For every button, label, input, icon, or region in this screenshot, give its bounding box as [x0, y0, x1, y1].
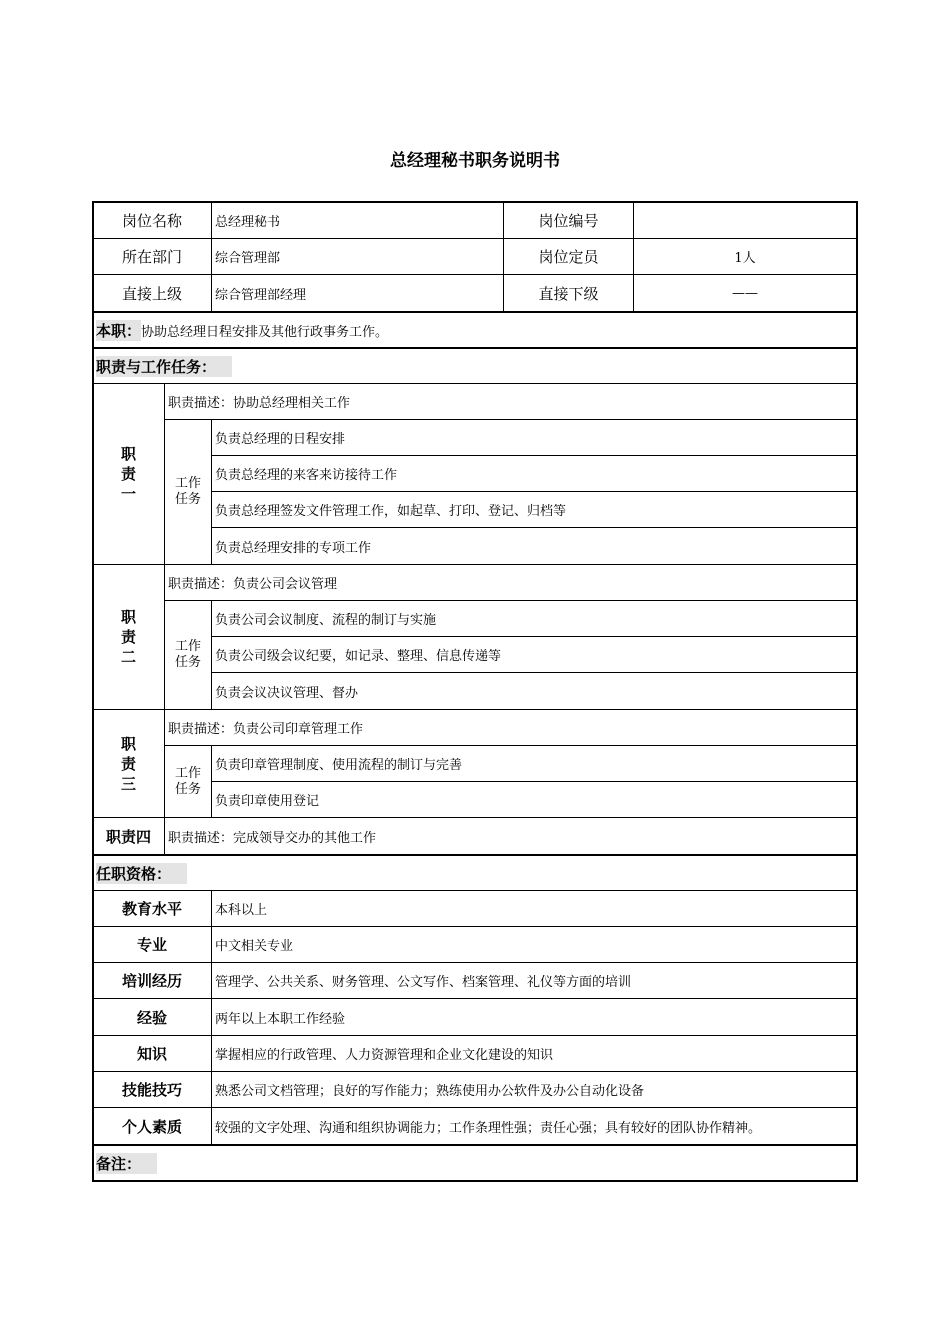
qualifications-header-row [92, 854, 857, 891]
task-label-text: 工作任务 [174, 476, 201, 507]
post-code-label: 岗位编号 [503, 202, 634, 239]
qualification-label: 知识 [92, 1035, 212, 1072]
task-item: 负责总经理的来客来访接待工作 [211, 455, 857, 492]
qualification-label: 培训经历 [92, 962, 212, 999]
responsibility-3-task-label [164, 745, 212, 818]
qualification-label: 专业 [92, 926, 212, 963]
task-item: 负责印章使用登记 [211, 781, 857, 818]
qualification-value: 较强的文字处理、沟通和组织协调能力；工作条理性强；责任心强；具有较好的团队协作精神。 [211, 1107, 857, 1145]
dept-label: 所在部门 [92, 238, 212, 275]
responsibility-1-task-label [164, 419, 212, 565]
qualification-value: 管理学、公共关系、财务管理、公文写作、档案管理、礼仪等方面的培训 [211, 962, 857, 999]
remarks-label: 备注： [96, 1153, 157, 1174]
responsibility-2-task-label [164, 600, 212, 710]
responsibility-3-name-text: 职责三 [120, 734, 136, 793]
qualification-value: 两年以上本职工作经验 [211, 998, 857, 1036]
task-item: 负责印章管理制度、使用流程的制订与完善 [211, 745, 857, 782]
responsibility-2-desc: 职责描述：负责公司会议管理 [164, 564, 857, 601]
post-name-label: 岗位名称 [92, 202, 212, 239]
qualification-value: 本科以上 [211, 890, 857, 927]
responsibility-2-name [92, 564, 165, 710]
qualification-label: 经验 [92, 998, 212, 1036]
task-label-text: 工作任务 [174, 765, 201, 797]
dept-value: 综合管理部 [211, 238, 504, 275]
responsibility-1-desc: 职责描述：协助总经理相关工作 [164, 383, 857, 420]
responsibility-3-name [92, 709, 165, 818]
responsibility-1-name [92, 383, 165, 565]
remarks-row [92, 1144, 857, 1181]
qualification-value: 熟悉公司文档管理；良好的写作能力；熟练使用办公软件及办公自动化设备 [211, 1071, 857, 1108]
qualifications-header: 任职资格： [96, 863, 187, 884]
task-label-text: 工作任务 [174, 639, 201, 670]
task-item: 负责公司级会议纪要，如记录、整理、信息传递等 [211, 636, 857, 673]
task-item: 负责总经理安排的专项工作 [211, 527, 857, 565]
responsibility-1-name-text: 职责一 [120, 445, 136, 503]
headcount-value: 1人 [633, 238, 857, 275]
subordinate-value: —— [633, 274, 857, 312]
duties-header: 职责与工作任务： [96, 356, 232, 377]
duty-label: 本职： [96, 321, 142, 340]
task-item: 负责会议决议管理、督办 [211, 672, 857, 710]
page-title: 总经理秘书职务说明书 [390, 151, 560, 171]
post-code-value [633, 202, 857, 239]
subordinate-label: 直接下级 [503, 274, 634, 312]
task-item: 负责公司会议制度、流程的制订与实施 [211, 600, 857, 637]
superior-value: 综合管理部经理 [211, 274, 504, 312]
superior-label: 直接上级 [92, 274, 212, 312]
responsibility-3-desc: 职责描述：负责公司印章管理工作 [164, 709, 857, 746]
responsibility-2-name-text: 职责二 [120, 608, 136, 666]
post-name-value: 总经理秘书 [211, 202, 504, 239]
qualification-value: 中文相关专业 [211, 926, 857, 963]
responsibility-4-name: 职责四 [92, 817, 165, 855]
qualification-value: 掌握相应的行政管理、人力资源管理和企业文化建设的知识 [211, 1035, 857, 1072]
qualification-label: 个人素质 [92, 1107, 212, 1145]
qualification-label: 技能技巧 [92, 1071, 212, 1108]
headcount-label: 岗位定员 [503, 238, 634, 275]
responsibility-4-desc: 职责描述：完成领导交办的其他工作 [164, 817, 857, 855]
qualification-label: 教育水平 [92, 890, 212, 927]
duty-row [92, 311, 857, 348]
task-item: 负责总经理签发文件管理工作，如起草、打印、登记、归档等 [211, 491, 857, 528]
duties-header-row [92, 347, 857, 384]
duty-text: 协助总经理日程安排及其他行政事务工作。 [141, 324, 389, 340]
task-item: 负责总经理的日程安排 [211, 419, 857, 456]
